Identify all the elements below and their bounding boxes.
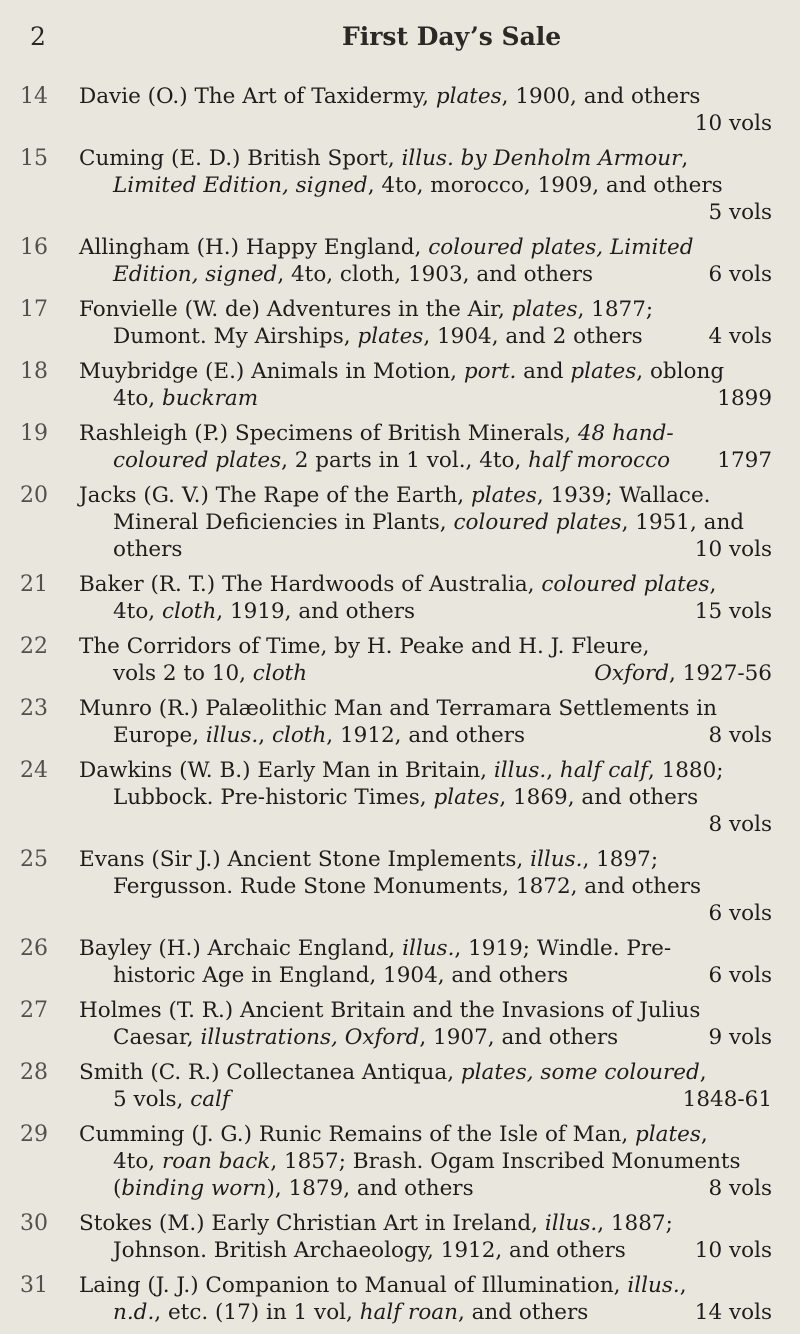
lot-quantity: 1899 (717, 386, 772, 411)
lot-quantity: 10 vols (694, 1238, 772, 1263)
lot-entry (0, 997, 800, 1051)
lot-number: 15 (20, 146, 48, 171)
lot-description: Evans (Sir J.) Ancient Stone Implements, illus., 1897; Fergusson. Rude Stone Monuments, 1872, and others 6 vols (79, 847, 772, 926)
lot-description: Allingham (H.) Happy England, coloured plates, Limited Edition, signed, 4to, cloth, 1903, and others 6 vols (79, 235, 772, 287)
lot-entry (0, 1272, 800, 1326)
lot-entry (0, 83, 800, 137)
lot-description: Stokes (M.) Early Christian Art in Ireland, illus., 1887; Johnson. British Archaeology, 1912, and others 10 vols (79, 1211, 772, 1263)
lot-number: 27 (20, 998, 48, 1023)
lot-description: Fonvielle (W. de) Adventures in the Air, plates, 1877; Dumont. My Airships, plates, 1904, and 2 others 4 vols (79, 297, 772, 349)
lot-number: 21 (20, 572, 48, 597)
lot-list (0, 83, 800, 1334)
lot-description: Jacks (G. V.) The Rape of the Earth, plates, 1939; Wallace. Mineral Deficiencies in Plants, coloured plates, 1951, and others 10 vols (79, 483, 772, 562)
lot-description: Cuming (E. D.) British Sport, illus. by Denholm Armour, Limited Edition, signed, 4to, morocco, 1909, and others 5 vols (79, 146, 772, 225)
lot-description: Baker (R. T.) The Hardwoods of Australia, coloured plates, 4to, cloth, 1919, and others 15 vols (79, 572, 772, 624)
lot-quantity: 9 vols (708, 1025, 772, 1050)
lot-entry (0, 358, 800, 412)
lot-number: 14 (20, 84, 48, 109)
lot-quantity: 15 vols (694, 599, 772, 624)
lot-entry (0, 296, 800, 350)
lot-entry (0, 935, 800, 989)
lot-quantity: 4 vols (708, 324, 772, 349)
lot-quantity: 10 vols (694, 111, 772, 136)
lot-number: 16 (20, 235, 48, 260)
lot-description: Davie (O.) The Art of Taxidermy, plates, 1900, and others 10 vols (79, 84, 772, 136)
lot-quantity: 8 vols (708, 1176, 772, 1201)
lot-description: The Corridors of Time, by H. Peake and H. J. Fleure, vols 2 to 10, cloth Oxford, 1927-56 (79, 634, 772, 686)
lot-description: Rashleigh (P.) Specimens of British Minerals, 48 hand- coloured plates, 2 parts in 1 vol., 4to, half morocco 1797 (79, 421, 772, 473)
lot-quantity: 5 vols (708, 200, 772, 225)
lot-entry (0, 145, 800, 226)
page-number: 2 (30, 22, 46, 51)
lot-number: 18 (20, 359, 48, 384)
lot-entry (0, 846, 800, 927)
page-header (0, 22, 800, 62)
lot-quantity: 1797 (717, 448, 772, 473)
page-title: First Day’s Sale (342, 22, 562, 51)
lot-number: 17 (20, 297, 48, 322)
lot-entry (0, 1059, 800, 1113)
lot-entry (0, 482, 800, 563)
lot-entry (0, 1121, 800, 1202)
lot-quantity: 6 vols (708, 901, 772, 926)
lot-description: Muybridge (E.) Animals in Motion, port. and plates, oblong 4to, buckram 1899 (79, 359, 772, 411)
lot-quantity: 14 vols (694, 1300, 772, 1325)
lot-entry (0, 234, 800, 288)
lot-number: 31 (20, 1273, 48, 1298)
lot-entry (0, 1210, 800, 1264)
lot-description: Bayley (H.) Archaic England, illus., 1919; Windle. Pre- historic Age in England, 1904, and others 6 vols (79, 936, 772, 988)
lot-description: Holmes (T. R.) Ancient Britain and the Invasions of Julius Caesar, illustrations, Oxford, 1907, and others 9 vols (79, 998, 772, 1050)
lot-description: Smith (C. R.) Collectanea Antiqua, plates, some coloured, 5 vols, calf 1848-61 (79, 1060, 772, 1112)
lot-entry (0, 695, 800, 749)
lot-number: 25 (20, 847, 48, 872)
lot-description: Dawkins (W. B.) Early Man in Britain, illus., half calf, 1880; Lubbock. Pre-historic Times, plates, 1869, and others 8 vols (79, 758, 772, 837)
lot-description: Cumming (J. G.) Runic Remains of the Isle of Man, plates, 4to, roan back, 1857; Brash. Ogam Inscribed Monuments (binding worn), 1879, and others 8 vols (79, 1122, 772, 1201)
lot-quantity: 6 vols (708, 262, 772, 287)
lot-number: 30 (20, 1211, 48, 1236)
lot-quantity: 6 vols (708, 963, 772, 988)
lot-description: Laing (J. J.) Companion to Manual of Illumination, illus., n.d., etc. (17) in 1 vol, half roan, and others 14 vols (79, 1273, 772, 1325)
lot-number: 20 (20, 483, 48, 508)
lot-entry (0, 633, 800, 687)
lot-number: 28 (20, 1060, 48, 1085)
lot-number: 26 (20, 936, 48, 961)
lot-quantity: 10 vols (694, 537, 772, 562)
lot-quantity: 8 vols (708, 723, 772, 748)
lot-entry (0, 757, 800, 838)
lot-number: 22 (20, 634, 48, 659)
lot-entry (0, 420, 800, 474)
lot-description: Munro (R.) Palæolithic Man and Terramara Settlements in Europe, illus., cloth, 1912, and others 8 vols (79, 696, 772, 748)
lot-number: 29 (20, 1122, 48, 1147)
lot-quantity: 1848-61 (682, 1087, 772, 1112)
lot-quantity: Oxford, 1927-56 (594, 661, 772, 686)
lot-number: 23 (20, 696, 48, 721)
lot-entry (0, 571, 800, 625)
lot-number: 24 (20, 758, 48, 783)
lot-number: 19 (20, 421, 48, 446)
lot-quantity: 8 vols (708, 812, 772, 837)
